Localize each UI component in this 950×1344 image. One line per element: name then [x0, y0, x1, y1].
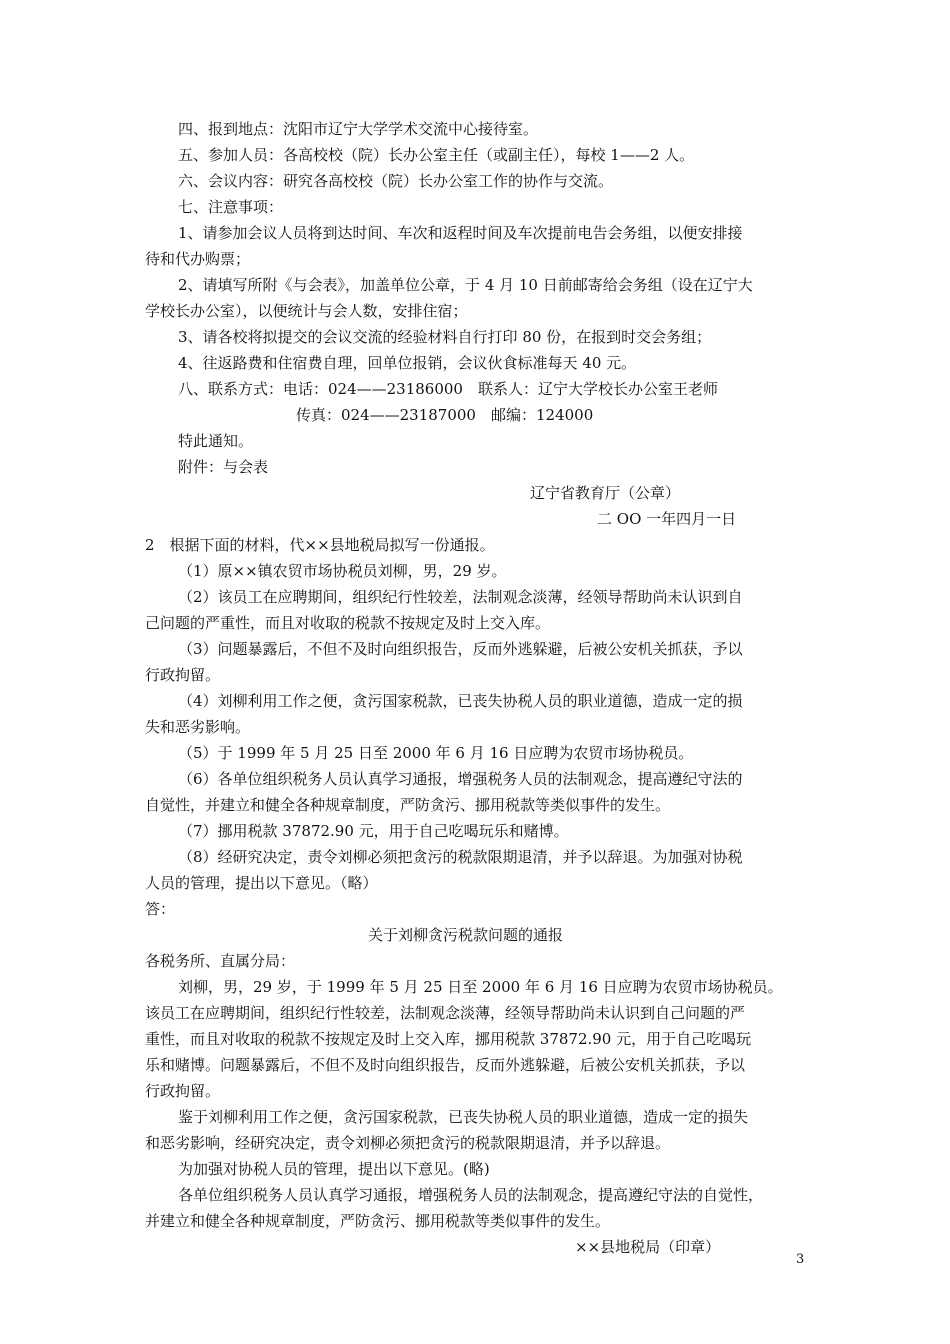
- text-line: （3）问题暴露后，不但不及时向组织报告，反而外逃躲避，后被公安机关抓获，予以: [178, 640, 743, 658]
- text-line: 失和恶劣影响。: [145, 718, 251, 736]
- text-line: 学校长办公室），以便统计与会人数，安排住宿；: [145, 302, 468, 320]
- signature-date: 二 OO 一年四月一日: [597, 510, 737, 528]
- text-line: 传真：024——23187000 邮编：124000: [296, 406, 594, 424]
- text-line: 人员的管理，提出以下意见。（略）: [145, 874, 378, 892]
- text-line: 刘柳，男，29 岁，于 1999 年 5 月 25 日至 2000 年 6 月 16 日应聘为农贸市场协税员。: [178, 978, 783, 996]
- text-line: 行政拘留。: [145, 1082, 221, 1100]
- text-line: 2、请填写所附《与会表》，加盖单位公章，于 4 月 10 日前邮寄给会务组（设在辽宁大: [178, 276, 753, 294]
- text-line: 自觉性，并建立和健全各种规章制度，严防贪污、挪用税款等类似事件的发生。: [145, 796, 671, 814]
- notice-recipients: 各税务所、直属分局：: [145, 952, 296, 970]
- answer-label: 答：: [145, 900, 176, 918]
- text-line: 待和代办购票；: [145, 250, 251, 268]
- text-line: 乐和赌博。问题暴露后，不但不及时向组织报告，反而外逃躲避，后被公安机关抓获，予以: [145, 1056, 746, 1074]
- text-line: （7）挪用税款 37872.90 元，用于自己吃喝玩乐和赌博。: [178, 822, 569, 840]
- text-line: （1）原××镇农贸市场协税员刘柳，男，29 岁。: [178, 562, 507, 580]
- signature-issuer: 辽宁省教育厅（公章）: [530, 484, 681, 502]
- text-line: 并建立和健全各种规章制度，严防贪污、挪用税款等类似事件的发生。: [145, 1212, 611, 1230]
- question-heading: 2 根据下面的材料，代××县地税局拟写一份通报。: [145, 536, 495, 554]
- text-line: 特此通知。: [178, 432, 254, 450]
- text-line: （2）该员工在应聘期间，组织纪行性较差，法制观念淡薄，经领导帮助尚未认识到自: [178, 588, 743, 606]
- text-line: 该员工在应聘期间，组织纪行性较差，法制观念淡薄，经领导帮助尚未认识到自己问题的严: [145, 1004, 746, 1022]
- text-line: 七、注意事项：: [178, 198, 284, 216]
- text-line: （8）经研究决定，责令刘柳必须把贪污的税款限期退清，并予以辞退。为加强对协税: [178, 848, 743, 866]
- text-line: 行政拘留。: [145, 666, 221, 684]
- text-line: 四、报到地点：沈阳市辽宁大学学术交流中心接待室。: [178, 120, 539, 138]
- text-line: （6）各单位组织税务人员认真学习通报，增强税务人员的法制观念，提高遵纪守法的: [178, 770, 743, 788]
- text-line: 己问题的严重性，而且对收取的税款不按规定及时上交入库。: [145, 614, 551, 632]
- text-line: 五、参加人员：各高校校（院）长办公室主任（或副主任），每校 1——2 人。: [178, 146, 695, 164]
- text-line: （5）于 1999 年 5 月 25 日至 2000 年 6 月 16 日应聘为农贸市场协税员。: [178, 744, 694, 762]
- page-number: 3: [796, 1252, 805, 1267]
- text-line: 八、联系方式：电话：024——23186000 联系人：辽宁大学校长办公室王老师: [178, 380, 718, 398]
- text-line: 附件：与会表: [178, 458, 269, 476]
- text-line: 各单位组织税务人员认真学习通报，增强税务人员的法制观念，提高遵纪守法的自觉性，: [178, 1186, 764, 1204]
- text-line: 六、会议内容：研究各高校校（院）长办公室工作的协作与交流。: [178, 172, 614, 190]
- text-line: 3、请各校将拟提交的会议交流的经验材料自行打印 80 份，在报到时交会务组；: [178, 328, 712, 346]
- notice-title: 关于刘柳贪污税款问题的通报: [368, 926, 564, 944]
- text-line: 鉴于刘柳利用工作之便，贪污国家税款，已丧失协税人员的职业道德，造成一定的损失: [178, 1108, 749, 1126]
- notice-issuer: ××县地税局（印章）: [575, 1238, 721, 1256]
- text-line: 1、请参加会议人员将到达时间、车次和返程时间及车次提前电告会务组，以便安排接: [178, 224, 743, 242]
- text-line: 4、往返路费和住宿费自理，回单位报销，会议伙食标准每天 40 元。: [178, 354, 637, 372]
- text-line: 为加强对协税人员的管理，提出以下意见。(略): [178, 1160, 490, 1178]
- text-line: 和恶劣影响，经研究决定，责令刘柳必须把贪污的税款限期退清，并予以辞退。: [145, 1134, 671, 1152]
- text-line: （4）刘柳利用工作之便，贪污国家税款，已丧失协税人员的职业道德，造成一定的损: [178, 692, 743, 710]
- text-line: 重性，而且对收取的税款不按规定及时上交入库，挪用税款 37872.90 元，用于自己吃喝玩: [145, 1030, 752, 1048]
